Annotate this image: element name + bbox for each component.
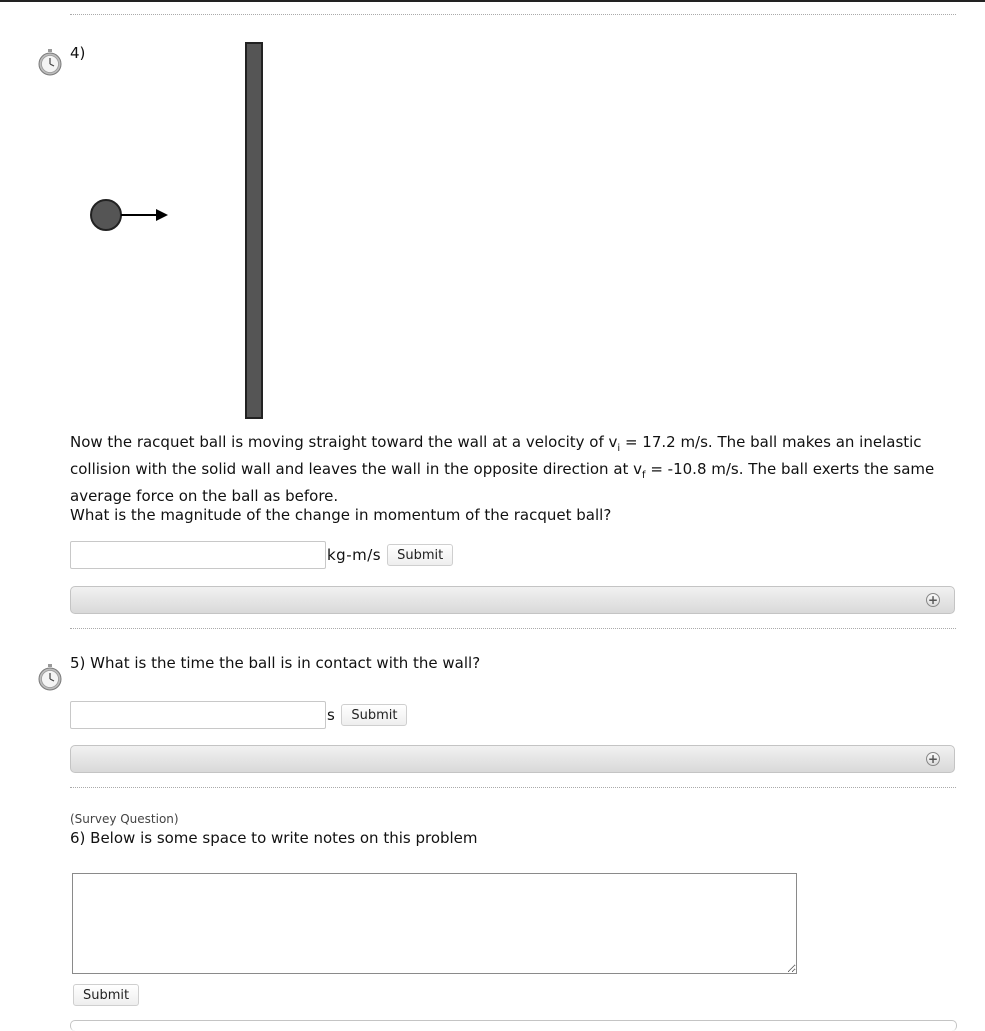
section-divider <box>70 787 956 788</box>
stopwatch-icon <box>36 663 64 691</box>
top-border <box>0 0 985 2</box>
plus-circle-icon[interactable]: + <box>927 593 939 607</box>
question-4-submit-button[interactable]: Submit <box>387 544 453 566</box>
question-6-text: 6) Below is some space to write notes on this problem <box>70 829 478 847</box>
ball <box>91 200 121 230</box>
survey-question-label: (Survey Question) <box>70 812 179 826</box>
notes-textarea[interactable] <box>72 873 797 974</box>
wall <box>246 43 262 418</box>
plus-circle-icon[interactable]: + <box>927 752 939 766</box>
ball-wall-diagram <box>80 40 280 422</box>
section-divider <box>70 14 956 15</box>
question-4-prompt: Now the racquet ball is moving straight toward the wall at a velocity of $v_i = 17.2$ m/s. The ball makes an inelastic collision with the solid wall and leaves the wall in the opposite direction at $v_f = -10.8$ m/s. The ball exerts the same average force on the ball as before. <box>70 433 935 505</box>
question-5-answer-row <box>70 700 407 730</box>
question-4-number: 4) <box>70 44 86 62</box>
question-4-unit: kg-m/s <box>327 546 382 564</box>
question-4-expand-bar[interactable] <box>70 586 955 614</box>
stopwatch-icon <box>36 48 64 76</box>
question-5-text: 5) What is the time the ball is in contact with the wall? <box>70 654 481 672</box>
question-4-answer-input[interactable] <box>70 541 326 569</box>
question-6-submit-button[interactable]: Submit <box>73 984 139 1006</box>
arrow-head <box>156 209 168 221</box>
question-5-answer-input[interactable] <box>70 701 326 729</box>
question-4-question: What is the magnitude of the change in momentum of the racquet ball? <box>70 506 612 524</box>
question-5-unit: s <box>327 706 336 724</box>
section-divider <box>70 628 956 629</box>
question-5-submit-button[interactable]: Submit <box>341 704 407 726</box>
question-5-expand-bar[interactable] <box>70 745 955 773</box>
question-6-expand-bar[interactable] <box>70 1020 957 1031</box>
question-4-answer-row <box>70 540 453 570</box>
